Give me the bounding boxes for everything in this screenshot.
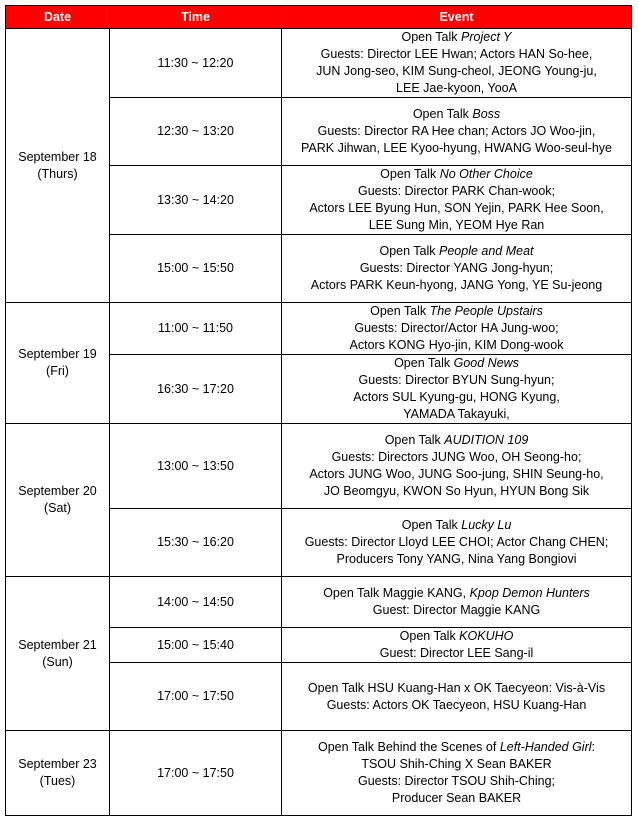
time-cell: 11:30 ~ 12:20 <box>110 29 282 98</box>
event-text: Open Talk HSU Kuang-Han x OK Taecyeon: Vis-à-Vis <box>307 680 606 695</box>
schedule-row <box>6 303 632 355</box>
event-text: Open Talk <box>401 518 462 532</box>
event-text: Producers Tony YANG, Nina Yang Bongiovi <box>336 552 577 566</box>
event-line <box>282 389 631 406</box>
event-line <box>282 166 631 183</box>
date-cell <box>6 577 110 731</box>
film-title: AUDITION 109 <box>444 433 529 447</box>
event-text: Actors PARK Keun-hyong, JANG Yong, YE Su-jeong <box>310 278 603 292</box>
time-cell: 16:30 ~ 17:20 <box>110 355 282 424</box>
event-text: PARK Jihwan, LEE Kyoo-hyung, HWANG Woo-seul-hye <box>300 141 612 155</box>
schedule-row <box>6 731 632 816</box>
event-text: Guests: Director Lloyd LEE CHOI; Actor Chang CHEN; <box>304 535 609 549</box>
event-cell <box>282 355 632 424</box>
event-text: Open Talk <box>370 304 430 318</box>
event-text: Actors SUL Kyung-gu, HONG Kyung, <box>353 390 560 404</box>
event-line <box>282 773 631 790</box>
event-text: Open Talk Maggie KANG, <box>323 586 470 600</box>
schedule-row <box>6 29 632 98</box>
date-cell <box>6 29 110 303</box>
event-line <box>282 63 631 80</box>
weekday-label: (Tues) <box>39 774 76 788</box>
event-line <box>282 243 631 260</box>
header-event: Event <box>282 6 632 29</box>
event-text: Open Talk <box>380 167 440 181</box>
event-text: Guests: Director LEE Hwan; Actors HAN So-hee, <box>320 47 593 61</box>
event-text: LEE Jae-kyoon, YooA <box>396 81 517 95</box>
time-cell: 15:00 ~ 15:40 <box>110 628 282 663</box>
event-line <box>282 739 631 756</box>
time-cell: 17:00 ~ 17:50 <box>110 663 282 731</box>
event-text: Guests: Director BYUN Sung-hyun; <box>358 373 555 387</box>
time-cell: 13:00 ~ 13:50 <box>110 424 282 509</box>
event-text: JUN Jong-seo, KIM Sung-cheol, JEONG Young-ju, <box>316 64 597 78</box>
film-title: Left-Handed Girl <box>499 740 592 754</box>
event-cell <box>282 424 632 509</box>
event-line <box>282 337 631 354</box>
event-text: Guests: Director/Actor HA Jung-woo; <box>354 321 559 335</box>
film-title: No Other Choice <box>439 167 533 181</box>
weekday-label: (Fri) <box>46 364 69 378</box>
weekday-label: (Thurs) <box>37 166 78 181</box>
film-title: Good News <box>453 356 519 370</box>
event-line <box>282 277 631 294</box>
date-label: September 20 <box>18 484 97 498</box>
event-line <box>282 123 631 140</box>
film-title: Lucky Lu <box>461 518 512 532</box>
event-line <box>282 756 631 773</box>
event-text: Open Talk <box>384 433 445 447</box>
header-date: Date <box>6 6 110 29</box>
event-cell <box>282 663 632 731</box>
event-line <box>282 432 631 449</box>
event-text: Open Talk <box>401 30 462 44</box>
event-line <box>282 200 631 217</box>
event-line <box>282 697 631 714</box>
event-line <box>282 29 631 46</box>
event-schedule-table <box>5 5 632 816</box>
date-cell <box>6 303 110 424</box>
event-line <box>282 680 631 697</box>
weekday-label: (Sun) <box>42 654 73 669</box>
event-line <box>282 628 631 645</box>
event-line <box>282 645 631 662</box>
film-title: Kpop Demon Hunters <box>469 586 590 600</box>
event-cell <box>282 235 632 303</box>
event-line <box>282 46 631 63</box>
event-line <box>282 372 631 389</box>
event-cell <box>282 509 632 577</box>
schedule-row <box>6 424 632 509</box>
time-cell: 15:00 ~ 15:50 <box>110 235 282 303</box>
event-line <box>282 790 631 807</box>
schedule-body <box>6 29 632 816</box>
event-cell <box>282 577 632 628</box>
date-cell <box>6 424 110 577</box>
event-line <box>282 517 631 534</box>
event-line <box>282 106 631 123</box>
event-text: JO Beomgyu, KWON So Hyun, HYUN Bong Sik <box>323 484 590 498</box>
schedule-row <box>6 577 632 628</box>
event-line <box>282 217 631 234</box>
film-title: Project Y <box>461 30 512 44</box>
event-line <box>282 449 631 466</box>
date-label: September 23 <box>18 757 97 771</box>
event-text: Guests: Director YANG Jong-hyun; <box>359 261 554 275</box>
event-text: Open Talk <box>412 107 473 121</box>
event-line <box>282 466 631 483</box>
time-cell: 15:30 ~ 16:20 <box>110 509 282 577</box>
date-label: September 19 <box>18 347 97 361</box>
event-line <box>282 602 631 619</box>
event-cell <box>282 29 632 98</box>
event-text: LEE Sung Min, YEOM Hye Ran <box>368 218 545 232</box>
event-text: Guests: Director TSOU Shih-Ching; <box>357 774 556 788</box>
event-text-tail: : <box>591 740 596 754</box>
time-cell: 13:30 ~ 14:20 <box>110 166 282 235</box>
event-text: Open Talk <box>399 629 460 643</box>
event-text: Actors KONG Hyo-jin, KIM Dong-wook <box>349 338 564 352</box>
film-title: The People Upstairs <box>429 304 543 318</box>
event-line <box>282 534 631 551</box>
event-text: Guests: Actors OK Taecyeon, HSU Kuang-Han <box>326 697 587 712</box>
event-line <box>282 320 631 337</box>
event-line <box>282 303 631 320</box>
time-cell: 12:30 ~ 13:20 <box>110 98 282 166</box>
event-line <box>282 406 631 423</box>
header-time: Time <box>110 6 282 29</box>
time-cell: 11:00 ~ 11:50 <box>110 303 282 355</box>
event-text: Guest: Director LEE Sang-il <box>379 646 534 660</box>
event-text: Open Talk Behind the Scenes of <box>317 740 500 754</box>
event-cell <box>282 303 632 355</box>
event-text: TSOU Shih-Ching X Sean BAKER <box>361 757 552 771</box>
weekday-label: (Sat) <box>43 501 72 515</box>
event-cell <box>282 731 632 816</box>
time-cell: 14:00 ~ 14:50 <box>110 577 282 628</box>
event-text: Open Talk <box>394 356 454 370</box>
date-label: September 21 <box>18 637 97 652</box>
film-title: People and Meat <box>439 244 534 258</box>
event-line <box>282 355 631 372</box>
event-line <box>282 551 631 568</box>
film-title: KOKUHO <box>459 629 514 643</box>
event-line <box>282 260 631 277</box>
event-text: Guests: Directors JUNG Woo, OH Seong-ho; <box>331 450 582 464</box>
event-text: Guest: Director Maggie KANG <box>372 603 541 617</box>
event-line <box>282 483 631 500</box>
event-line <box>282 183 631 200</box>
event-text: Actors LEE Byung Hun, SON Yejin, PARK Hee Soon, <box>309 201 604 215</box>
event-cell <box>282 166 632 235</box>
date-cell <box>6 731 110 816</box>
event-line <box>282 585 631 602</box>
header-row <box>6 6 632 29</box>
event-text: YAMADA Takayuki, <box>403 407 510 421</box>
time-cell: 17:00 ~ 17:50 <box>110 731 282 816</box>
event-text: Guests: Director PARK Chan-wook; <box>357 184 556 198</box>
event-text: Producer Sean BAKER <box>391 791 522 805</box>
event-line <box>282 80 631 97</box>
event-cell <box>282 98 632 166</box>
event-text: Actors JUNG Woo, JUNG Soo-jung, SHIN Seung-ho, <box>309 467 604 481</box>
event-text: Guests: Director RA Hee chan; Actors JO Woo-jin, <box>317 124 596 138</box>
event-text: Open Talk <box>379 244 439 258</box>
date-label: September 18 <box>18 149 97 164</box>
event-line <box>282 140 631 157</box>
event-cell <box>282 628 632 663</box>
film-title: Boss <box>472 107 501 121</box>
